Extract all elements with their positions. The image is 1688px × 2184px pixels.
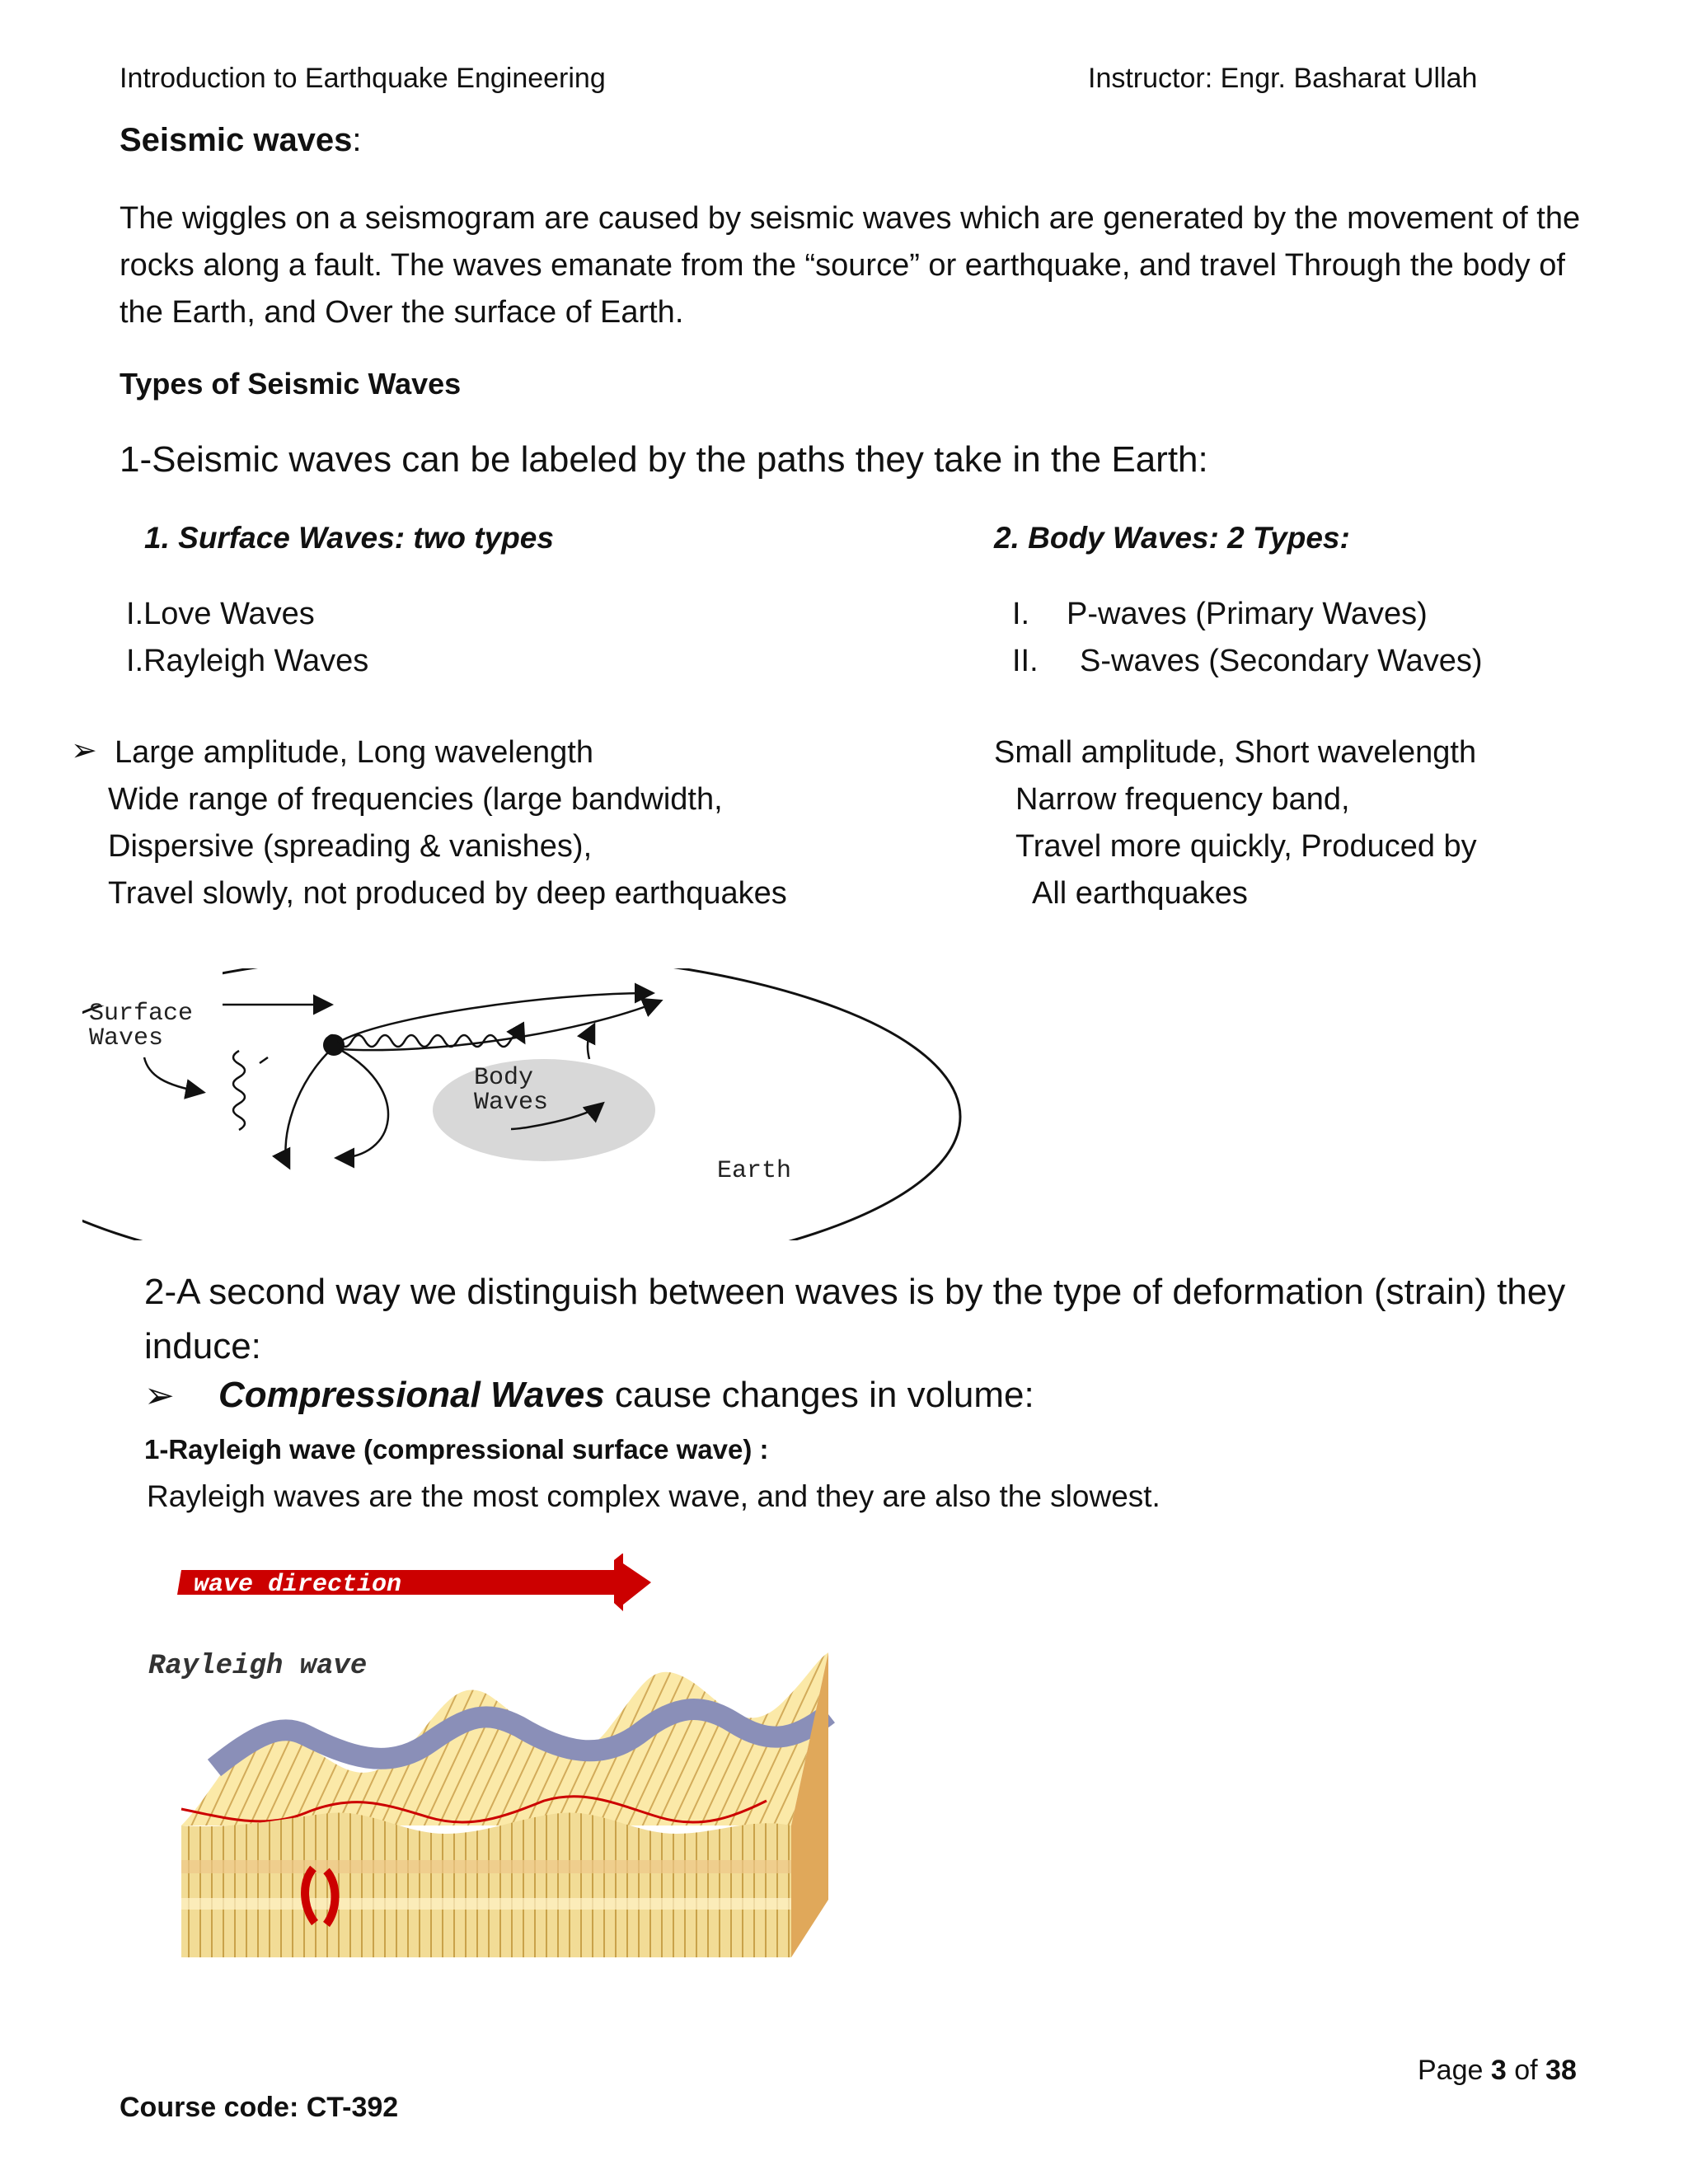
types-heading: Types of Seismic Waves	[120, 367, 462, 401]
rayleigh-wave-diagram	[140, 1554, 973, 1966]
compressional-waves-line: Compressional Waves cause changes in volume:	[218, 1375, 1034, 1415]
body-wave-path	[260, 1057, 268, 1063]
surface-waves-label: Waves	[89, 1024, 164, 1052]
property-line: Travel slowly, not produced by deep earthquakes	[108, 876, 787, 911]
rayleigh-wave-title: Rayleigh wave	[148, 1651, 368, 1682]
section-title: Seismic waves:	[120, 122, 362, 158]
surface-wave-path	[233, 1051, 245, 1130]
rayleigh-description: Rayleigh waves are the most complex wave, and they are also the slowest.	[147, 1479, 1160, 1513]
body-wave-types	[1012, 591, 1483, 685]
course-code: Course code: CT-392	[120, 2092, 399, 2123]
seismic-waves-earth-diagram	[82, 968, 973, 1240]
intro-paragraph	[120, 195, 1580, 336]
wave-direction-arrow	[177, 1554, 651, 1611]
body-waves-label: Waves	[474, 1089, 549, 1117]
surface-wave-types	[126, 591, 368, 685]
body-wave-path	[286, 1051, 330, 1166]
wave-direction-label: wave direction	[194, 1571, 402, 1599]
deformation-line: 2-A second way we distinguish between waves is by the type of deformation (strain) they	[144, 1272, 1566, 1312]
property-line: Narrow frequency band,	[1015, 782, 1350, 817]
intro-line: the Earth, and Over the surface of Earth.	[120, 295, 684, 330]
arrowhead-bullet-icon: ➢	[144, 1376, 175, 1416]
header-instructor: Instructor: Engr. Basharat Ullah	[1088, 63, 1478, 94]
rayleigh-heading: 1-Rayleigh wave (compressional surface wave) :	[144, 1434, 769, 1465]
body-wave-path	[338, 1051, 388, 1158]
deformation-paragraph	[144, 1265, 1578, 1374]
list-item: II. S-waves (Secondary Waves)	[1012, 644, 1483, 678]
body-properties	[994, 729, 1477, 917]
body-label-arrow	[588, 1026, 593, 1059]
body-waves-heading: 2. Body Waves: 2 Types:	[994, 521, 1350, 555]
intro-line: rocks along a fault. The waves emanate from the “source” or earthquake, and travel Through the body of	[120, 248, 1565, 283]
list-item: I.Rayleigh Waves	[126, 644, 369, 678]
property-line: Small amplitude, Short wavelength	[994, 735, 1477, 770]
list-item: I.Love Waves	[126, 597, 315, 631]
earth-label: Earth	[717, 1157, 792, 1185]
arrowhead-bullet-icon: ➢	[71, 733, 97, 768]
property-line: Large amplitude, Long wavelength	[115, 735, 593, 770]
surface-arrow	[144, 1057, 202, 1092]
page-number: Page 3 of 38	[1418, 2055, 1577, 2086]
rayleigh-block-front	[181, 1812, 791, 1957]
property-line: Travel more quickly, Produced by	[1015, 829, 1477, 864]
property-line: All earthquakes	[1032, 876, 1248, 911]
property-line: Wide range of frequencies (large bandwidth,	[108, 782, 723, 817]
property-line: Dispersive (spreading & vanishes),	[108, 829, 593, 864]
list-item: I. P-waves (Primary Waves)	[1012, 597, 1428, 631]
surface-waves-heading: 1. Surface Waves: two types	[144, 521, 554, 555]
header-course-title: Introduction to Earthquake Engineering	[120, 63, 606, 94]
body-waves-label: Body	[474, 1064, 534, 1092]
surface-properties	[108, 729, 787, 917]
deformation-line: induce:	[144, 1326, 261, 1366]
paths-statement: 1-Seismic waves can be labeled by the paths they take in the Earth:	[120, 439, 1208, 480]
surface-waves-label: Surface	[89, 1000, 194, 1028]
intro-line: The wiggles on a seismogram are caused by seismic waves which are generated by the movement of the	[120, 201, 1581, 236]
